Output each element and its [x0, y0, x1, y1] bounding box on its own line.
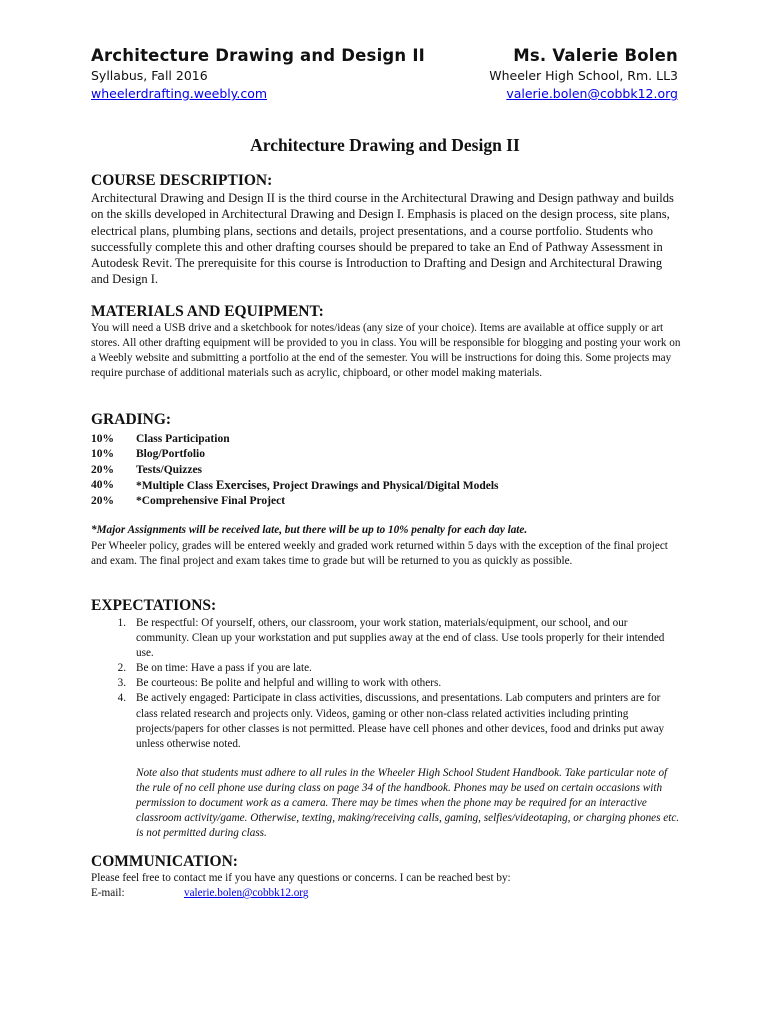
course-title: Architecture Drawing and Design II	[91, 46, 426, 65]
materials-heading: MATERIALS AND EQUIPMENT:	[91, 303, 324, 320]
grade-percent: 40%	[91, 478, 114, 491]
grading-section	[91, 411, 681, 569]
grade-percent: 20%	[91, 495, 114, 508]
expectations-section	[91, 597, 681, 853]
communication-section	[91, 853, 681, 901]
late-note: *Major Assignments will be received late, but there will be up to 10% penalty for each day late.	[91, 524, 528, 537]
list-item	[91, 616, 681, 661]
grade-label-emphasis: Exercises	[215, 477, 267, 492]
grade-row	[91, 432, 681, 447]
list-item	[91, 676, 681, 691]
materials-section	[91, 303, 681, 381]
grading-heading: GRADING:	[91, 411, 172, 428]
grade-percent: 10%	[91, 448, 114, 461]
list-item	[91, 691, 681, 751]
grade-row	[91, 463, 681, 478]
grade-label-post: , Project Drawings and Physical/Digital Models	[266, 479, 499, 492]
header-left	[91, 46, 425, 102]
header-right	[489, 46, 678, 102]
course-description-heading: COURSE DESCRIPTION:	[91, 172, 273, 189]
grade-label: *Comprehensive Final Project	[136, 495, 286, 508]
term-label: Syllabus, Fall 2016	[91, 68, 208, 83]
grade-row	[91, 447, 681, 462]
teacher-name: Ms. Valerie Bolen	[513, 46, 678, 65]
grading-policy: Per Wheeler policy, grades will be entered weekly and graded work returned within 5 days with the exception of the final project and exam. The final project and exam takes time to grade but will be returned to you as quickly as possible.	[91, 539, 668, 567]
list-text: Be respectful: Of yourself, others, our classroom, your work station, materials/equipment, our school, and our community. Clean up your workstation and put supplies away at the end of class. Use tools properly for their intended use.	[136, 617, 665, 660]
school-room: Wheeler High School, Rm. LL3	[489, 68, 678, 83]
grade-row	[91, 478, 681, 494]
teacher-email-link[interactable]: valerie.bolen@cobbk12.org	[506, 86, 678, 101]
list-text: Be courteous: Be polite and helpful and willing to work with others.	[136, 677, 442, 690]
email-label: E-mail:	[91, 887, 125, 900]
list-number: 3.	[117, 677, 126, 690]
email-row	[91, 886, 681, 901]
materials-text: You will need a USB drive and a sketchbook for notes/ideas (any size of your choice). Items are available at office supply or art stores. All other drafting equipment will be provided to you in class. You will be responsible for blogging and posting your work on a Weebly website and submitting a portfolio at the end of the semester. You will be instructions for doing this. Some projects may require purchase of additional materials such as acrylic, chipboard, or other model making materials.	[91, 322, 681, 380]
list-item	[91, 661, 681, 676]
website-link[interactable]: wheelerdrafting.weebly.com	[91, 86, 268, 101]
grade-percent: 20%	[91, 463, 114, 476]
grade-percent: 10%	[91, 433, 114, 445]
contact-email-link[interactable]: valerie.bolen@cobbk12.org	[184, 887, 309, 900]
expectations-list	[91, 616, 681, 752]
list-number: 2.	[117, 662, 126, 675]
handbook-note: Note also that students must adhere to all rules in the Wheeler High School Student Handbook. Take particular note of the rule of no cell phone use during class on page 34 of the handbook. Phones may be used on certain occasions with permission to document work as a camera. There may be times when the phone may be required for an interactive classroom activity/game. Otherwise, texting, making/receiving calls, gaming, selfies/videotaping, or charging phones etc. is not permitted during class.	[136, 766, 680, 840]
grade-row	[91, 494, 681, 509]
communication-text: Please feel free to contact me if you have any questions or concerns. I can be reached best by:	[91, 872, 511, 884]
list-number: 4.	[117, 692, 126, 705]
course-description-section	[91, 172, 681, 288]
grade-label: Blog/Portfolio	[136, 448, 205, 461]
page-title: Architecture Drawing and Design II	[250, 135, 520, 155]
course-description-text: Architectural Drawing and Design II is the third course in the Architectural Drawing and Design pathway and builds on the skills developed in Architectural Drawing and Design I. Emphasis is placed on the design process, site plans, electrical plans, plumbing plans, sections and details, project presentations, and a course portfolio. Students who successfully complete this and other drafting courses should be prepared to take an End of Pathway Assessment in Autodesk Revit. The prerequisite for this course is Introduction to Drafting and Design and Architectural Drawing and Design I.	[91, 191, 674, 287]
list-text: Be actively engaged: Participate in class activities, discussions, and presentations. Lab computers and printers are for class related research and projects only. Videos, gaming or other non-class related activities including printing projects/papers for other classes is not permitted. Please have cell phones and other devices, food and drinks put away unless otherwise noted.	[136, 692, 665, 750]
list-number: 1.	[117, 617, 126, 629]
grade-label	[136, 478, 499, 494]
communication-heading: COMMUNICATION:	[91, 853, 238, 870]
grade-label: Tests/Quizzes	[136, 463, 203, 476]
grade-label: Class Participation	[136, 433, 230, 445]
grade-label-pre: *Multiple Class	[136, 479, 216, 492]
expectations-heading: EXPECTATIONS:	[91, 597, 217, 614]
list-text: Be on time: Have a pass if you are late.	[136, 662, 312, 675]
